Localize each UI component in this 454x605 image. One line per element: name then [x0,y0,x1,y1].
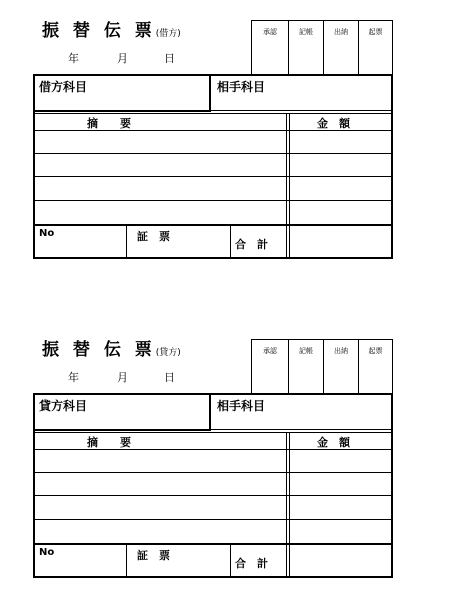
divider [209,110,391,111]
total-label: 合 計 [235,238,268,251]
divider [209,76,211,112]
summary-cell[interactable] [37,474,283,494]
total-label: 合 計 [235,557,268,570]
divider [230,543,231,578]
divider [35,176,391,177]
date-year-label: 年 [68,371,79,384]
total-amount-cell[interactable] [292,547,389,575]
stamp-box-cashier[interactable]: 出納 [323,20,359,76]
account-label: 貸方科目 [39,399,88,413]
summary-cell[interactable] [37,178,283,199]
divider [35,472,391,473]
amount-cell[interactable] [292,155,389,175]
date-day-label: 日 [164,52,175,65]
slip-table [33,74,393,259]
voucher-label: 証 票 [137,230,170,243]
no-label: No [39,228,55,239]
divider [230,224,231,259]
account-field[interactable] [39,94,207,110]
amount-cell[interactable] [292,178,389,199]
account-field[interactable] [39,413,207,429]
summary-cell[interactable] [37,202,283,223]
summary-cell[interactable] [37,132,283,152]
stamp-box-approval[interactable]: 承認 [251,20,289,76]
divider [289,113,290,259]
divider [209,429,391,430]
divider [126,224,127,259]
divider [35,449,391,450]
divider [35,495,391,496]
slip-table [33,393,393,578]
stamp-box-posting[interactable]: 記帳 [288,339,324,395]
credit-slip [0,319,454,579]
divider [35,543,391,545]
slip-title: 振 替 伝 票(借方) [42,21,181,41]
divider [35,224,391,226]
divider [35,153,391,154]
stamp-box-cashier[interactable]: 出納 [323,339,359,395]
stamp-box-posting[interactable]: 記帳 [288,20,324,76]
amount-cell[interactable] [292,474,389,494]
amount-header: 金 額 [317,436,350,449]
divider [286,432,287,578]
amount-header: 金 額 [317,117,350,130]
divider [35,200,391,201]
divider [35,519,391,520]
stamp-box-issuer[interactable]: 起票 [358,339,393,395]
slip-type-label: (貸方) [155,348,181,358]
amount-cell[interactable] [292,521,389,542]
divider [35,130,391,131]
voucher-label: 証 票 [137,549,170,562]
total-amount-cell[interactable] [292,228,389,256]
account-label: 借方科目 [39,80,88,94]
stamp-box-issuer[interactable]: 起票 [358,20,393,76]
summary-header: 摘 要 [87,436,131,449]
divider [126,543,127,578]
debit-slip [0,0,454,260]
divider [35,110,211,112]
counter-account-label: 相手科目 [217,80,266,94]
slip-title: 振 替 伝 票(貸方) [42,340,181,360]
date-day-label: 日 [164,371,175,384]
amount-cell[interactable] [292,451,389,471]
date-month-label: 月 [117,52,128,65]
summary-cell[interactable] [37,155,283,175]
amount-cell[interactable] [292,497,389,518]
summary-header: 摘 要 [87,117,131,130]
counter-account-field[interactable] [215,94,389,110]
no-label: No [39,547,55,558]
date-year-label: 年 [68,52,79,65]
counter-account-label: 相手科目 [217,399,266,413]
summary-cell[interactable] [37,521,283,542]
divider [35,113,391,114]
stamp-box-approval[interactable]: 承認 [251,339,289,395]
divider [35,432,391,433]
slip-type-label: (借方) [155,29,181,39]
date-month-label: 月 [117,371,128,384]
divider [209,395,211,431]
amount-cell[interactable] [292,132,389,152]
divider [286,113,287,259]
divider [289,432,290,578]
divider [35,429,211,431]
amount-cell[interactable] [292,202,389,223]
summary-cell[interactable] [37,451,283,471]
summary-cell[interactable] [37,497,283,518]
counter-account-field[interactable] [215,413,389,429]
